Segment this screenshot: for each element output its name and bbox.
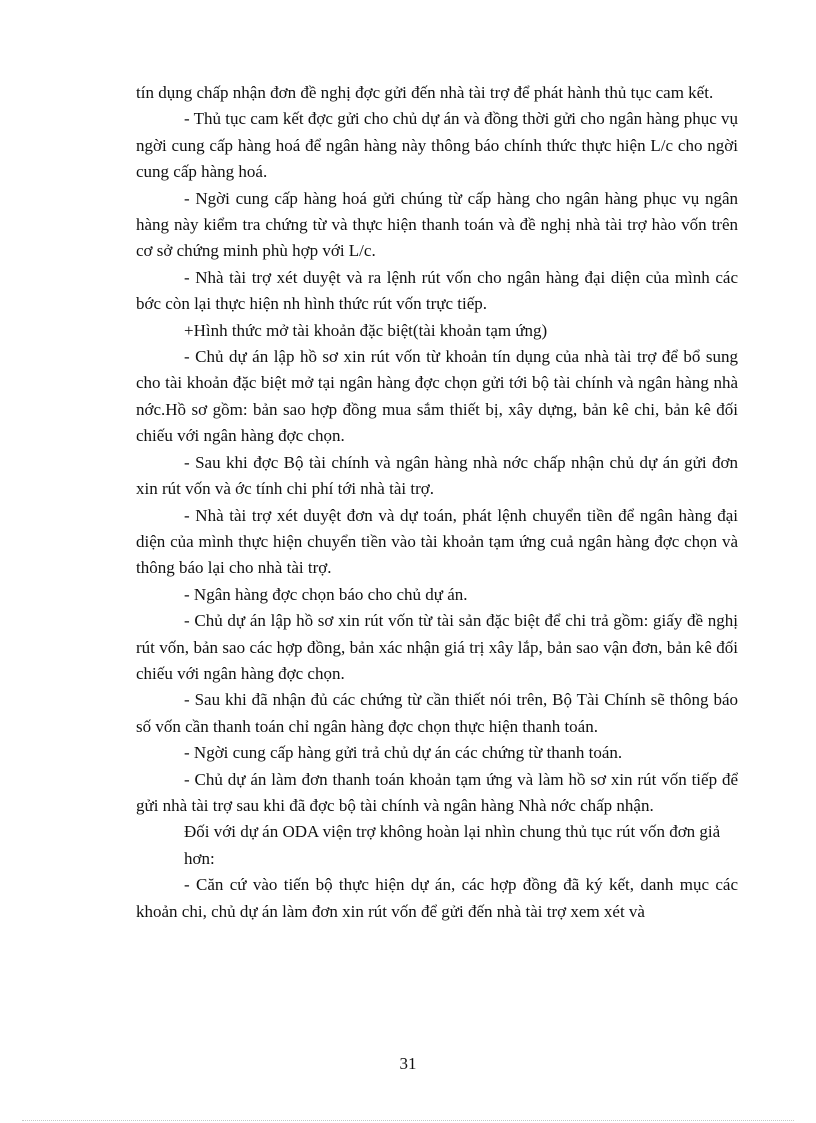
paragraph: - Nhà tài trợ xét duyệt đơn và dự toán, phát lệnh chuyển tiền để ngân hàng đại diện của mình thực hiện chuyển tiền vào tài khoản tạm ứng cuả ngân hàng đợc chọn và thông báo lại cho nhà tài trợ. (136, 505, 738, 578)
paragraph: - Chủ dự án lập hồ sơ xin rút vốn từ tài sản đặc biệt để chi trả gồm: giấy đề nghị rút vốn, bản sao các hợp đồng, bản xác nhận giá trị xây lắp, bản sao vận đơn, bản kê đối chiếu với ngân hàng đợc chọn. (136, 611, 738, 683)
paragraph: Đối với dự án ODA viện trợ không hoàn lại nhìn chung thủ tục rút vốn đơn giả (184, 822, 721, 842)
paragraph: - Chủ dự án làm đơn thanh toán khoản tạm ứng và làm hồ sơ xin rút vốn tiếp để gửi nhà tài trợ sau khi đã đợc bộ tài chính và ngân hàng Nhà nớc chấp nhận. (136, 769, 738, 815)
page-number: 31 (399, 1054, 417, 1073)
paragraph: - Ngân hàng đợc chọn báo cho chủ dự án. (184, 584, 468, 604)
paragraph: - Thủ tục cam kết đợc gửi cho chủ dự án và đồng thời gửi cho ngân hàng phục vụ ngời cung cấp hàng hoá để ngân hàng này thông báo chính thức thực hiện L/c cho ngời cung cấp hàng hoá. (136, 109, 738, 182)
paragraph: - Ngời cung cấp hàng hoá gửi chúng từ cấp hàng cho ngân hàng phục vụ ngân hàng này kiểm tra chứng từ và thực hiện thanh toán và đề nghị nhà tài trợ hào vốn trên cơ sở chứng minh phù hợp với L/c. (136, 188, 738, 261)
paragraph: - Ngời cung cấp hàng gửi trả chủ dự án các chứng từ thanh toán. (184, 743, 623, 763)
section-heading: +Hình thức mở tài khoản đặc biệt(tài khoản tạm ứng) (184, 320, 548, 340)
paragraph: - Chủ dự án lập hồ sơ xin rút vốn từ khoản tín dụng của nhà tài trợ để bổ sung cho tài khoản đặc biệt mở tại ngân hàng đợc chọn gửi tới bộ tài chính và ngân hàng nhà nớc.Hồ sơ gồm: bản sao hợp đồng mua sắm thiết bị, xây dựng, bản kê chi, bản kê đối chiếu với ngân hàng đợc chọn. (136, 347, 738, 446)
paragraph: - Căn cứ vào tiến bộ thực hiện dự án, các hợp đồng đã ký kết, danh mục các khoản chi, chủ dự án làm đơn xin rút vốn để gửi đến nhà tài trợ xem xét và (136, 875, 738, 921)
paragraph: - Sau khi đợc Bộ tài chính và ngân hàng nhà nớc chấp nhận chủ dự án gửi đơn xin rút vốn và ớc tính chi phí tới nhà tài trợ. (136, 452, 738, 499)
paragraph: - Sau khi đã nhận đủ các chứng từ cần thiết nói trên, Bộ Tài Chính sẽ thông báo số vốn cần thanh toán chỉ ngân hàng đợc chọn thực hiện thanh toán. (136, 690, 738, 736)
page-body (136, 80, 738, 925)
page-bottom-divider (22, 1120, 794, 1121)
paragraph: hơn: (184, 848, 215, 868)
paragraph: tín dụng chấp nhận đơn đề nghị đợc gửi đến nhà tài trợ để phát hành thủ tục cam kết. (136, 83, 714, 102)
paragraph: - Nhà tài trợ xét duyệt và ra lệnh rút vốn cho ngân hàng đại diện của mình các bớc còn lại thực hiện nh hình thức rút vốn trực tiếp. (136, 267, 738, 314)
